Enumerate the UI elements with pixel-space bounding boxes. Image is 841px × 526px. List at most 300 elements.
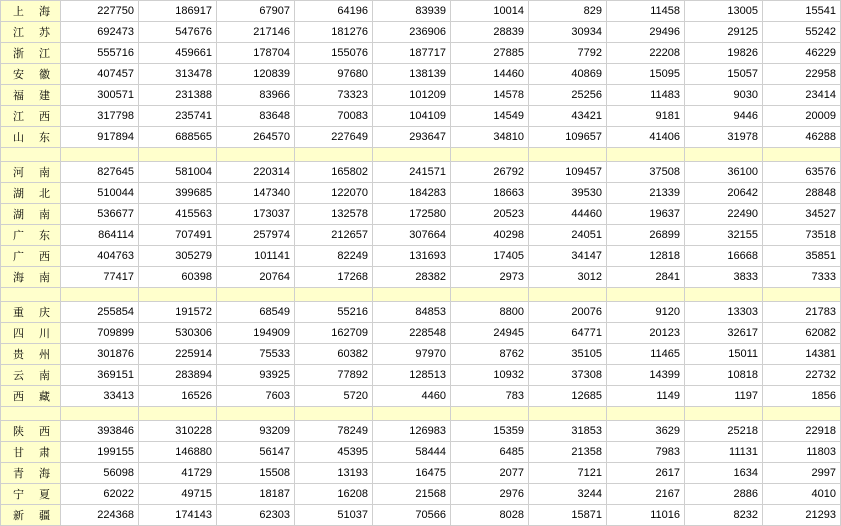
table-cell: 264570 xyxy=(217,127,295,148)
table-cell: 62303 xyxy=(217,505,295,526)
table-row xyxy=(1,421,841,442)
table-cell: 7333 xyxy=(763,267,841,288)
table-cell: 172580 xyxy=(373,204,451,225)
table-row xyxy=(1,22,841,43)
table-row xyxy=(1,162,841,183)
table-cell: 26792 xyxy=(451,162,529,183)
table-cell: 407457 xyxy=(61,64,139,85)
table-cell xyxy=(61,148,139,162)
table-cell: 40869 xyxy=(529,64,607,85)
table-cell: 15871 xyxy=(529,505,607,526)
table-cell: 707491 xyxy=(139,225,217,246)
table-cell xyxy=(373,288,451,302)
table-cell: 73518 xyxy=(763,225,841,246)
table-cell: 101141 xyxy=(217,246,295,267)
table-cell: 51037 xyxy=(295,505,373,526)
table-cell: 20642 xyxy=(685,183,763,204)
table-cell: 21783 xyxy=(763,302,841,323)
table-cell: 21339 xyxy=(607,183,685,204)
table-row xyxy=(1,386,841,407)
table-cell: 581004 xyxy=(139,162,217,183)
table-row xyxy=(1,106,841,127)
table-cell: 39530 xyxy=(529,183,607,204)
table-cell: 399685 xyxy=(139,183,217,204)
table-cell: 14460 xyxy=(451,64,529,85)
table-cell: 393846 xyxy=(61,421,139,442)
table-cell: 13005 xyxy=(685,1,763,22)
table-cell: 178704 xyxy=(217,43,295,64)
table-cell: 147340 xyxy=(217,183,295,204)
region-label: 广 东 xyxy=(1,225,61,246)
table-cell: 220314 xyxy=(217,162,295,183)
table-cell xyxy=(295,407,373,421)
region-label: 青 海 xyxy=(1,463,61,484)
table-cell: 20123 xyxy=(607,323,685,344)
table-cell: 62022 xyxy=(61,484,139,505)
table-cell: 29496 xyxy=(607,22,685,43)
table-cell: 24051 xyxy=(529,225,607,246)
table-cell: 122070 xyxy=(295,183,373,204)
table-cell: 1197 xyxy=(685,386,763,407)
table-row xyxy=(1,204,841,225)
region-label: 湖 北 xyxy=(1,183,61,204)
table-body xyxy=(1,1,841,526)
table-cell xyxy=(529,148,607,162)
table-cell: 28848 xyxy=(763,183,841,204)
region-label: 海 南 xyxy=(1,267,61,288)
region-label: 安 徽 xyxy=(1,64,61,85)
table-cell: 184283 xyxy=(373,183,451,204)
table-cell: 64771 xyxy=(529,323,607,344)
table-cell xyxy=(685,407,763,421)
table-cell xyxy=(217,407,295,421)
table-cell: 2976 xyxy=(451,484,529,505)
table-cell: 4010 xyxy=(763,484,841,505)
table-cell: 14578 xyxy=(451,85,529,106)
table-spacer-row xyxy=(1,407,841,421)
table-cell: 236906 xyxy=(373,22,451,43)
table-cell xyxy=(373,148,451,162)
table-cell: 2973 xyxy=(451,267,529,288)
table-cell: 20076 xyxy=(529,302,607,323)
table-cell: 73323 xyxy=(295,85,373,106)
table-cell: 22208 xyxy=(607,43,685,64)
table-cell: 97680 xyxy=(295,64,373,85)
table-cell: 191572 xyxy=(139,302,217,323)
table-cell: 3833 xyxy=(685,267,763,288)
table-cell xyxy=(451,148,529,162)
table-cell: 75533 xyxy=(217,344,295,365)
table-cell: 22490 xyxy=(685,204,763,225)
table-cell xyxy=(607,407,685,421)
table-cell xyxy=(607,288,685,302)
table-cell: 83966 xyxy=(217,85,295,106)
table-cell: 60382 xyxy=(295,344,373,365)
table-cell: 16475 xyxy=(373,463,451,484)
region-label: 西 藏 xyxy=(1,386,61,407)
table-cell: 120839 xyxy=(217,64,295,85)
region-label xyxy=(1,148,61,162)
region-label: 浙 江 xyxy=(1,43,61,64)
table-cell: 283894 xyxy=(139,365,217,386)
table-cell: 783 xyxy=(451,386,529,407)
table-cell: 16668 xyxy=(685,246,763,267)
table-cell: 9181 xyxy=(607,106,685,127)
table-cell xyxy=(139,148,217,162)
table-cell: 12818 xyxy=(607,246,685,267)
region-label: 四 川 xyxy=(1,323,61,344)
table-cell xyxy=(607,148,685,162)
table-cell: 82249 xyxy=(295,246,373,267)
table-cell: 21568 xyxy=(373,484,451,505)
table-cell: 10014 xyxy=(451,1,529,22)
table-cell: 1149 xyxy=(607,386,685,407)
table-cell: 46288 xyxy=(763,127,841,148)
table-cell: 7983 xyxy=(607,442,685,463)
table-cell: 14381 xyxy=(763,344,841,365)
table-cell: 36100 xyxy=(685,162,763,183)
table-cell: 12685 xyxy=(529,386,607,407)
table-row xyxy=(1,64,841,85)
table-cell: 17405 xyxy=(451,246,529,267)
table-cell: 24945 xyxy=(451,323,529,344)
table-cell: 32155 xyxy=(685,225,763,246)
table-cell: 29125 xyxy=(685,22,763,43)
table-cell: 404763 xyxy=(61,246,139,267)
table-cell xyxy=(685,148,763,162)
table-cell: 15011 xyxy=(685,344,763,365)
table-row xyxy=(1,43,841,64)
table-cell: 709899 xyxy=(61,323,139,344)
table-cell: 536677 xyxy=(61,204,139,225)
table-cell: 22958 xyxy=(763,64,841,85)
table-cell: 63576 xyxy=(763,162,841,183)
region-label: 江 西 xyxy=(1,106,61,127)
table-cell: 5720 xyxy=(295,386,373,407)
table-cell: 68549 xyxy=(217,302,295,323)
table-row xyxy=(1,85,841,106)
table-cell: 34810 xyxy=(451,127,529,148)
table-cell: 199155 xyxy=(61,442,139,463)
table-cell xyxy=(139,407,217,421)
table-cell: 23414 xyxy=(763,85,841,106)
table-cell: 1634 xyxy=(685,463,763,484)
table-cell: 45395 xyxy=(295,442,373,463)
region-label: 重 庆 xyxy=(1,302,61,323)
table-cell: 227649 xyxy=(295,127,373,148)
table-cell: 17268 xyxy=(295,267,373,288)
table-cell: 11483 xyxy=(607,85,685,106)
table-cell: 257974 xyxy=(217,225,295,246)
table-cell: 187717 xyxy=(373,43,451,64)
table-cell: 33413 xyxy=(61,386,139,407)
table-cell: 104109 xyxy=(373,106,451,127)
table-cell: 369151 xyxy=(61,365,139,386)
table-cell: 2886 xyxy=(685,484,763,505)
table-cell: 70083 xyxy=(295,106,373,127)
table-cell: 44460 xyxy=(529,204,607,225)
region-label: 湖 南 xyxy=(1,204,61,225)
table-cell: 83939 xyxy=(373,1,451,22)
table-cell: 10932 xyxy=(451,365,529,386)
table-cell: 547676 xyxy=(139,22,217,43)
table-cell: 688565 xyxy=(139,127,217,148)
table-cell: 692473 xyxy=(61,22,139,43)
table-cell: 13303 xyxy=(685,302,763,323)
table-cell: 19826 xyxy=(685,43,763,64)
region-label xyxy=(1,407,61,421)
table-cell: 227750 xyxy=(61,1,139,22)
table-row xyxy=(1,246,841,267)
table-cell: 31853 xyxy=(529,421,607,442)
table-cell xyxy=(763,148,841,162)
table-row xyxy=(1,463,841,484)
table-cell: 70566 xyxy=(373,505,451,526)
table-cell xyxy=(529,288,607,302)
table-cell: 18187 xyxy=(217,484,295,505)
table-cell: 32617 xyxy=(685,323,763,344)
table-cell: 2077 xyxy=(451,463,529,484)
table-cell: 530306 xyxy=(139,323,217,344)
table-cell: 3629 xyxy=(607,421,685,442)
table-cell xyxy=(373,407,451,421)
table-row xyxy=(1,442,841,463)
region-label xyxy=(1,288,61,302)
table-cell: 555716 xyxy=(61,43,139,64)
table-cell: 25218 xyxy=(685,421,763,442)
table-cell: 459661 xyxy=(139,43,217,64)
table-cell: 2997 xyxy=(763,463,841,484)
table-cell: 212657 xyxy=(295,225,373,246)
table-cell xyxy=(61,288,139,302)
table-cell: 1856 xyxy=(763,386,841,407)
table-cell: 84853 xyxy=(373,302,451,323)
region-label: 上 海 xyxy=(1,1,61,22)
table-cell: 11465 xyxy=(607,344,685,365)
table-row xyxy=(1,365,841,386)
table-cell: 35851 xyxy=(763,246,841,267)
table-cell: 55216 xyxy=(295,302,373,323)
table-cell: 173037 xyxy=(217,204,295,225)
table-cell: 11016 xyxy=(607,505,685,526)
table-cell: 228548 xyxy=(373,323,451,344)
table-cell: 34147 xyxy=(529,246,607,267)
region-label: 贵 州 xyxy=(1,344,61,365)
table-cell: 20523 xyxy=(451,204,529,225)
table-cell: 7121 xyxy=(529,463,607,484)
table-cell: 126983 xyxy=(373,421,451,442)
table-cell: 313478 xyxy=(139,64,217,85)
table-cell: 317798 xyxy=(61,106,139,127)
table-cell: 10818 xyxy=(685,365,763,386)
table-cell: 28382 xyxy=(373,267,451,288)
table-cell xyxy=(295,288,373,302)
table-cell: 22732 xyxy=(763,365,841,386)
table-cell: 67907 xyxy=(217,1,295,22)
table-cell: 155076 xyxy=(295,43,373,64)
table-row xyxy=(1,505,841,526)
table-cell xyxy=(61,407,139,421)
table-cell: 307664 xyxy=(373,225,451,246)
table-row xyxy=(1,484,841,505)
table-cell: 225914 xyxy=(139,344,217,365)
table-cell: 34527 xyxy=(763,204,841,225)
table-cell: 101209 xyxy=(373,85,451,106)
region-label: 甘 肃 xyxy=(1,442,61,463)
table-cell: 109657 xyxy=(529,127,607,148)
table-cell: 15508 xyxy=(217,463,295,484)
table-cell: 56098 xyxy=(61,463,139,484)
table-cell: 8028 xyxy=(451,505,529,526)
table-cell: 300571 xyxy=(61,85,139,106)
table-row xyxy=(1,267,841,288)
table-cell: 43421 xyxy=(529,106,607,127)
table-row xyxy=(1,344,841,365)
table-cell: 8232 xyxy=(685,505,763,526)
table-cell: 41729 xyxy=(139,463,217,484)
table-cell: 15095 xyxy=(607,64,685,85)
table-row xyxy=(1,302,841,323)
table-cell: 194909 xyxy=(217,323,295,344)
table-cell: 9446 xyxy=(685,106,763,127)
table-cell: 26899 xyxy=(607,225,685,246)
table-cell: 162709 xyxy=(295,323,373,344)
table-row xyxy=(1,1,841,22)
table-cell: 58444 xyxy=(373,442,451,463)
table-cell: 28839 xyxy=(451,22,529,43)
table-cell: 14399 xyxy=(607,365,685,386)
table-cell: 2167 xyxy=(607,484,685,505)
table-cell: 55242 xyxy=(763,22,841,43)
table-cell: 2617 xyxy=(607,463,685,484)
table-cell xyxy=(217,288,295,302)
table-cell: 415563 xyxy=(139,204,217,225)
table-row xyxy=(1,323,841,344)
table-cell: 174143 xyxy=(139,505,217,526)
table-cell: 827645 xyxy=(61,162,139,183)
table-row xyxy=(1,127,841,148)
table-cell: 235741 xyxy=(139,106,217,127)
table-cell: 8800 xyxy=(451,302,529,323)
table-cell: 30934 xyxy=(529,22,607,43)
table-cell xyxy=(451,288,529,302)
table-cell: 97970 xyxy=(373,344,451,365)
table-cell: 62082 xyxy=(763,323,841,344)
table-row xyxy=(1,183,841,204)
region-label: 山 东 xyxy=(1,127,61,148)
table-cell: 917894 xyxy=(61,127,139,148)
table-cell: 864114 xyxy=(61,225,139,246)
region-label: 福 建 xyxy=(1,85,61,106)
table-cell: 4460 xyxy=(373,386,451,407)
table-cell: 16526 xyxy=(139,386,217,407)
table-cell: 7603 xyxy=(217,386,295,407)
table-cell: 146880 xyxy=(139,442,217,463)
table-cell: 31978 xyxy=(685,127,763,148)
table-cell xyxy=(139,288,217,302)
table-cell: 15359 xyxy=(451,421,529,442)
table-cell: 37508 xyxy=(607,162,685,183)
table-cell: 25256 xyxy=(529,85,607,106)
region-label: 新 疆 xyxy=(1,505,61,526)
table-cell: 7792 xyxy=(529,43,607,64)
region-label: 河 南 xyxy=(1,162,61,183)
table-cell: 83648 xyxy=(217,106,295,127)
table-cell: 11131 xyxy=(685,442,763,463)
table-cell: 13193 xyxy=(295,463,373,484)
region-label: 广 西 xyxy=(1,246,61,267)
table-cell xyxy=(451,407,529,421)
table-cell: 829 xyxy=(529,1,607,22)
table-cell: 293647 xyxy=(373,127,451,148)
table-cell: 9030 xyxy=(685,85,763,106)
table-cell: 18663 xyxy=(451,183,529,204)
table-cell: 56147 xyxy=(217,442,295,463)
table-cell: 8762 xyxy=(451,344,529,365)
table-cell: 16208 xyxy=(295,484,373,505)
table-cell: 3244 xyxy=(529,484,607,505)
region-label: 云 南 xyxy=(1,365,61,386)
table-cell: 41406 xyxy=(607,127,685,148)
table-row xyxy=(1,225,841,246)
table-cell: 64196 xyxy=(295,1,373,22)
table-cell: 46229 xyxy=(763,43,841,64)
table-cell xyxy=(763,407,841,421)
table-cell: 6485 xyxy=(451,442,529,463)
table-cell: 93209 xyxy=(217,421,295,442)
table-cell: 11458 xyxy=(607,1,685,22)
table-cell: 510044 xyxy=(61,183,139,204)
table-cell: 15057 xyxy=(685,64,763,85)
table-cell: 305279 xyxy=(139,246,217,267)
table-cell: 224368 xyxy=(61,505,139,526)
table-cell: 165802 xyxy=(295,162,373,183)
table-cell xyxy=(763,288,841,302)
table-cell: 255854 xyxy=(61,302,139,323)
table-cell: 77417 xyxy=(61,267,139,288)
table-cell: 49715 xyxy=(139,484,217,505)
table-cell: 138139 xyxy=(373,64,451,85)
table-cell: 21293 xyxy=(763,505,841,526)
table-spacer-row xyxy=(1,148,841,162)
table-cell: 20009 xyxy=(763,106,841,127)
table-cell: 19637 xyxy=(607,204,685,225)
table-cell: 231388 xyxy=(139,85,217,106)
table-cell xyxy=(529,407,607,421)
table-cell: 181276 xyxy=(295,22,373,43)
table-cell: 37308 xyxy=(529,365,607,386)
table-cell: 14549 xyxy=(451,106,529,127)
table-cell: 20764 xyxy=(217,267,295,288)
region-label: 宁 夏 xyxy=(1,484,61,505)
table-cell: 9120 xyxy=(607,302,685,323)
table-cell: 186917 xyxy=(139,1,217,22)
region-label: 陕 西 xyxy=(1,421,61,442)
table-cell: 40298 xyxy=(451,225,529,246)
table-cell: 301876 xyxy=(61,344,139,365)
table-cell: 22918 xyxy=(763,421,841,442)
table-cell xyxy=(217,148,295,162)
table-cell: 109457 xyxy=(529,162,607,183)
table-cell: 2841 xyxy=(607,267,685,288)
table-cell: 11803 xyxy=(763,442,841,463)
table-cell xyxy=(685,288,763,302)
table-cell: 35105 xyxy=(529,344,607,365)
table-cell: 77892 xyxy=(295,365,373,386)
region-label: 江 苏 xyxy=(1,22,61,43)
table-cell: 27885 xyxy=(451,43,529,64)
table-cell: 241571 xyxy=(373,162,451,183)
